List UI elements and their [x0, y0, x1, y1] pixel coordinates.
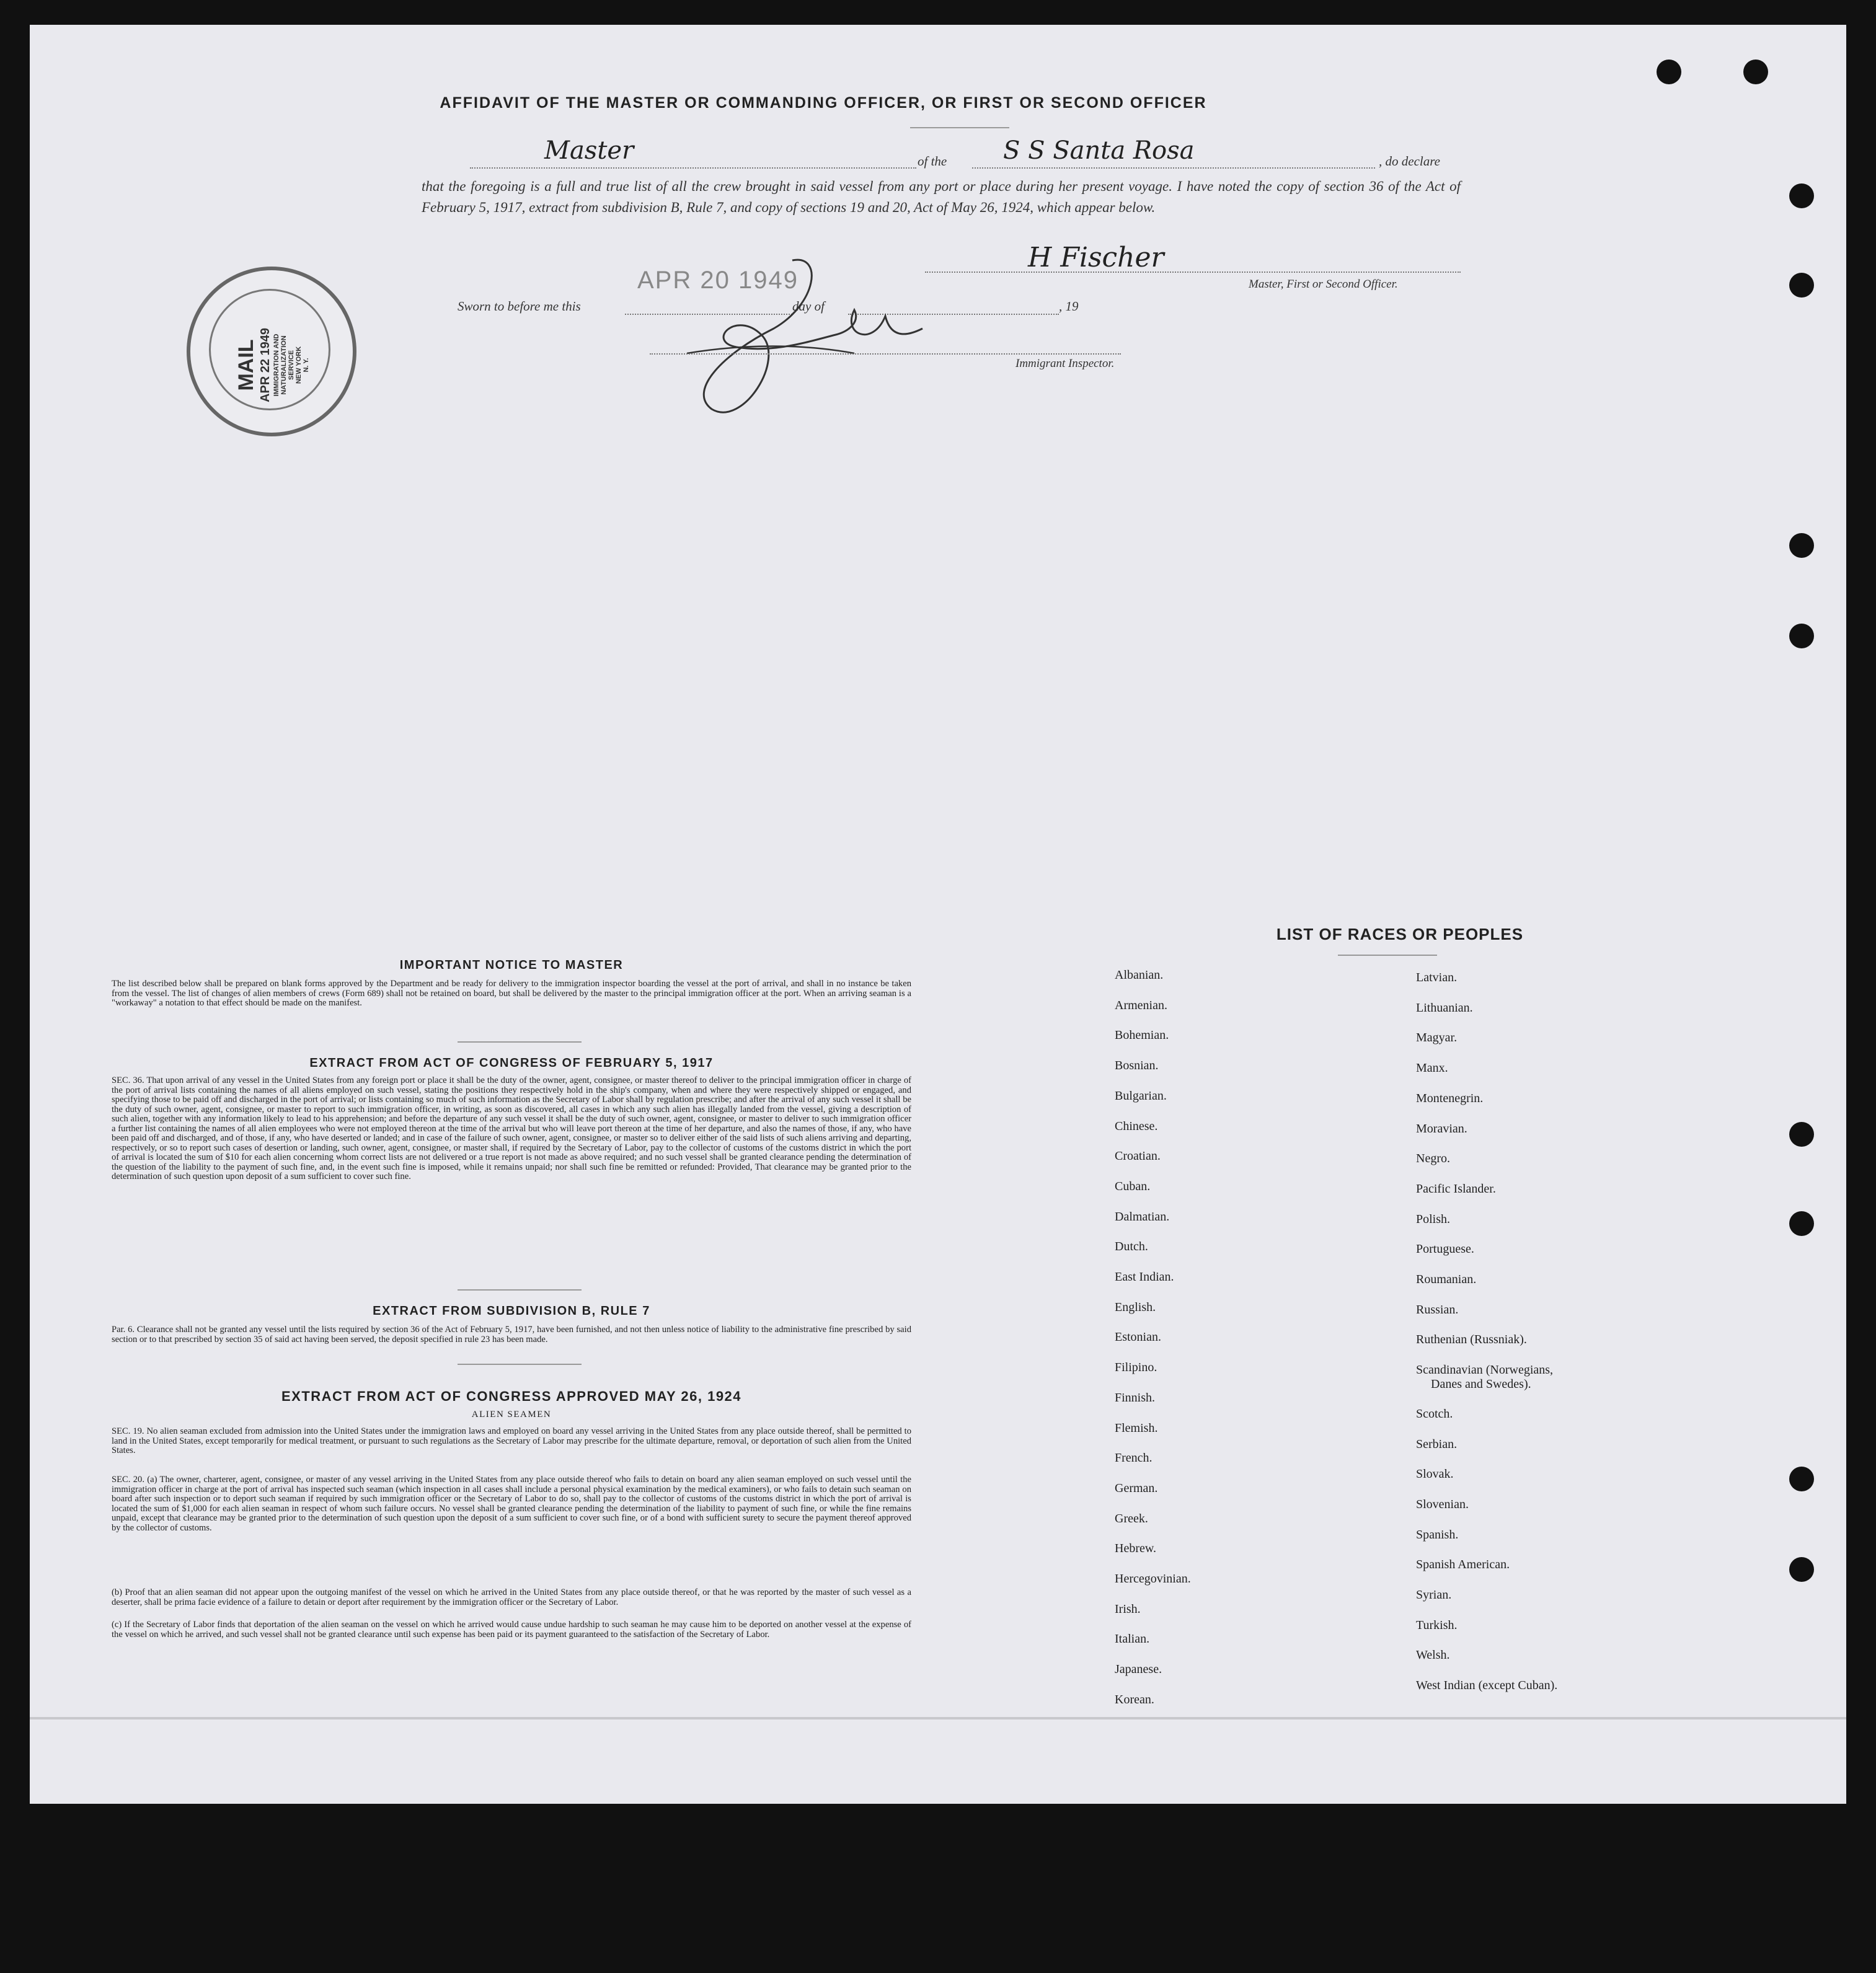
- race-item: Scotch.: [1416, 1406, 1453, 1421]
- race-item: Finnish.: [1115, 1390, 1156, 1405]
- inspector-signature: [650, 248, 935, 422]
- binder-hole: [1789, 533, 1814, 558]
- stamp-line4: NEW YORK: [295, 346, 303, 384]
- race-item: Negro.: [1416, 1152, 1450, 1166]
- race-item: Bohemian.: [1115, 1028, 1169, 1043]
- mail-received-stamp: [187, 267, 356, 436]
- race-item: Hercegovinian.: [1115, 1572, 1191, 1586]
- sworn-label: Sworn to before me this: [458, 299, 581, 314]
- inspector-caption: Immigrant Inspector.: [1015, 357, 1115, 370]
- notice-text: The list described below shall be prepared on blank forms approved by the Department and be ready for delivery to the immigration inspector boarding the vessel at the port of arrival, and shall in no instance be taken from the vessel. The list of changes of alien members of crews (Form 689) shall not be retained on board, but shall be delivered by the master to the principal immigration officer at the port. When an arriving seaman is a "workaway" a notation to that effect should be made on the manifest.: [112, 979, 911, 1008]
- binder-hole: [1789, 183, 1814, 208]
- race-item: Syrian.: [1416, 1588, 1452, 1602]
- notice-title: IMPORTANT NOTICE TO MASTER: [399, 958, 624, 972]
- race-item: Danes and Swedes).: [1431, 1377, 1531, 1391]
- stamp-date: APR 22 1949: [259, 327, 272, 403]
- binder-hole: [1789, 1467, 1814, 1491]
- race-item: Slovenian.: [1416, 1497, 1469, 1511]
- do-declare-label: , do declare: [1379, 154, 1440, 169]
- rule7-text: Par. 6. Clearance shall not be granted any vessel until the lists required by section 36 of the Act of February 5, 1917, have been furnished, and not then unless notice of liability to the administrative fine prescribed by said section or to that prescribed by section 35 of said act having been served, the deposit specified in rule 23 has been made.: [112, 1325, 911, 1344]
- binder-hole: [1657, 60, 1681, 84]
- race-item: Turkish.: [1416, 1618, 1458, 1632]
- binder-hole: [1789, 273, 1814, 298]
- race-item: Montenegrin.: [1416, 1091, 1484, 1105]
- races-divider: [1338, 955, 1437, 956]
- notice-divider: [458, 1041, 582, 1043]
- race-item: French.: [1115, 1451, 1153, 1465]
- race-item: Croatian.: [1115, 1149, 1161, 1163]
- race-item: Armenian.: [1115, 998, 1167, 1012]
- race-item: Bosnian.: [1115, 1059, 1159, 1073]
- race-item: Russian.: [1416, 1302, 1459, 1317]
- stamp-mail-label: MAIL: [234, 339, 258, 391]
- binder-hole: [1789, 1211, 1814, 1236]
- race-item: Estonian.: [1115, 1330, 1161, 1344]
- received-date-stamp: APR 20 1949: [637, 267, 799, 294]
- document-page: [30, 25, 1846, 1804]
- races-title: LIST OF RACES OR PEOPLES: [1276, 925, 1524, 943]
- race-item: Cuban.: [1115, 1179, 1151, 1193]
- stamp-line1: IMMIGRATION AND: [273, 333, 280, 397]
- sec20b-text: (b) Proof that an alien seaman did not appear upon the outgoing manifest of the vessel on which he arrived in the United States from any place outside thereof, or that he was reported by the master of such vessel as a deserter, shall be prima facie evidence of a failure to detain or deport after requirement by the immigration officer or the Secretary of Labor.: [112, 1587, 911, 1607]
- race-item: Welsh.: [1416, 1648, 1450, 1662]
- race-item: Irish.: [1115, 1602, 1141, 1616]
- race-item: Manx.: [1416, 1061, 1448, 1075]
- master-signature: H Fischer: [1028, 242, 1164, 273]
- race-item: Italian.: [1115, 1632, 1150, 1646]
- binder-hole: [1789, 1122, 1814, 1147]
- race-item: Pacific Islander.: [1416, 1181, 1496, 1196]
- race-item: Magyar.: [1416, 1031, 1458, 1045]
- vessel-handwritten: S S Santa Rosa: [1003, 136, 1195, 165]
- year-label: , 19: [1059, 299, 1079, 314]
- race-item: East Indian.: [1115, 1270, 1174, 1284]
- race-item: Polish.: [1416, 1212, 1451, 1226]
- race-item: German.: [1115, 1481, 1158, 1495]
- title-divider: [910, 127, 1009, 128]
- race-item: Lithuanian.: [1416, 1000, 1473, 1015]
- of-the-label: of the: [918, 154, 947, 169]
- race-item: Latvian.: [1416, 971, 1458, 984]
- race-item: Dalmatian.: [1115, 1209, 1170, 1224]
- stamp-line3: SERVICE: [288, 350, 295, 381]
- rule7-divider: [458, 1364, 582, 1365]
- race-item: Greek.: [1115, 1511, 1148, 1525]
- extract-1917-divider: [458, 1289, 582, 1291]
- extract-1924-title: EXTRACT FROM ACT OF CONGRESS APPROVED MAY 26, 1924: [281, 1388, 742, 1404]
- race-item: Scandinavian (Norwegians,: [1416, 1363, 1554, 1377]
- signature-line: [925, 271, 1461, 273]
- race-item: Korean.: [1115, 1692, 1154, 1706]
- vessel-blank: [972, 167, 1375, 169]
- race-item: Chinese.: [1115, 1119, 1158, 1133]
- signature-caption: Master, First or Second Officer.: [1249, 278, 1398, 291]
- race-item: Slovak.: [1416, 1467, 1454, 1481]
- affidavit-body: that the foregoing is a full and true list of all the crew brought in said vessel from any port or place during her present voyage. I have noted the copy of section 36 of the Act of February 5, 1917, extract from subdivision B, Rule 7, and copy of sections 19 and 20, Act of May 26, 1924, which appear below.: [422, 179, 1461, 215]
- extract-1917-text: SEC. 36. That upon arrival of any vessel in the United States from any foreign port or place it shall be the duty of the owner, agent, consignee, or master thereof to deliver to the principal immigration officer in charge of the port of arrival lists containing the names of all aliens employed on such vessel, stating the positions they respectively hold in the ship's company, when and where they were respectively shipped or engaged, and specifying those to be paid off and discharged in the port of arrival; or lists containing so much of such information as the Secretary of Labor shall by regulation prescribe; and after the arrival of any such vessel it shall be the duty of such owner, agent, consignee, or master to report to such immigration officer, in writing, as soon as discovered, all cases in which any such alien has illegally landed from the vessel, giving a description of such alien, together with any information likely to lead to his apprehension; and before the departure of any such vessel it shall be the duty of such owner, agent, consignee, or master to deliver to such immigration officer a further list containing the names of all alien employees who were not employed thereon at the time of the arrival but who will leave port thereon at the time of her departure, and also the names of those, if any, who have been paid off and discharged, and of those, if any, who have deserted or landed; and in case of the failure of such owner, agent, consignee, or master so to deliver either of the said lists of such aliens arriving and departing, respectively, or so to report such cases of desertion or landing, such owner, agent, consignee, or master shall, if required by the Secretary of Labor, pay to the collector of customs of the customs district in which the port of arrival is located the sum of $10 for each alien concerning whom correct lists are not delivered or a true report is not made as above required; and no such vessel shall be granted clearance pending the determination of the question of the liability to the payment of such fine, and, in the event such fine is imposed, while it remains unpaid; nor shall such fine be remitted or refunded: Provided, That clearance may be granted prior to the determination of such question upon deposit of a sum sufficient to cover such fine.: [112, 1075, 911, 1181]
- binder-hole: [1743, 60, 1768, 84]
- rank-blank: [470, 167, 916, 169]
- binder-hole: [1789, 624, 1814, 648]
- rule7-title: EXTRACT FROM SUBDIVISION B, RULE 7: [373, 1304, 650, 1318]
- race-item: Dutch.: [1115, 1240, 1148, 1254]
- sec20c-text: (c) If the Secretary of Labor finds that deportation of the alien seaman on the vessel on which he arrived would cause undue hardship to such seaman he may cause him to be deported on another vessel at the expense of the vessel on which he arrived, and such vessel shall not be granted clearance until such expense has been paid or its payment guaranteed to the satisfaction of the Secretary of Labor.: [112, 1620, 911, 1640]
- race-item: Flemish.: [1115, 1421, 1158, 1435]
- inspector-line: [650, 353, 1121, 355]
- rank-handwritten: Master: [544, 136, 634, 165]
- race-item: Moravian.: [1416, 1121, 1467, 1136]
- day-of-label: day of: [792, 299, 825, 314]
- stamp-line5: N. Y.: [303, 358, 310, 373]
- extract-1924-subtitle: ALIEN SEAMEN: [471, 1410, 552, 1419]
- race-item: English.: [1115, 1300, 1156, 1314]
- sec19-text: SEC. 19. No alien seaman excluded from admission into the United States under the immigration laws and employed on board any vessel arriving in the United States from any place outside thereof, shall be permitted to land in the United States, except temporarily for medical treatment, or pursuant to such regulations as the Secretary of Labor may prescribe for the ultimate departure, removal, or deportation of such alien from the United States.: [112, 1426, 911, 1455]
- race-item: Serbian.: [1416, 1437, 1458, 1451]
- race-item: Hebrew.: [1115, 1542, 1157, 1556]
- race-item: Albanian.: [1115, 968, 1164, 982]
- race-item: Portuguese.: [1416, 1242, 1474, 1256]
- race-item: Roumanian.: [1416, 1273, 1477, 1286]
- extract-1917-title: EXTRACT FROM ACT OF CONGRESS OF FEBRUARY 5, 1917: [309, 1056, 714, 1070]
- race-item: Ruthenian (Russniak).: [1416, 1333, 1527, 1347]
- race-item: Bulgarian.: [1115, 1088, 1167, 1103]
- bottom-edge: [30, 1717, 1846, 1719]
- race-item: West Indian (except Cuban).: [1416, 1679, 1558, 1693]
- stamp-line2: NATURALIZATION: [280, 335, 288, 395]
- race-item: Filipino.: [1115, 1361, 1157, 1375]
- stamp-text: [234, 278, 310, 452]
- race-item: Japanese.: [1115, 1662, 1162, 1677]
- affidavit-title: AFFIDAVIT OF THE MASTER OR COMMANDING OFFICER, OR FIRST OR SECOND OFFICER: [440, 94, 1207, 112]
- binder-hole: [1789, 1557, 1814, 1582]
- race-item: Spanish American.: [1416, 1558, 1510, 1572]
- sec20a-text: SEC. 20. (a) The owner, charterer, agent, consignee, or master of any vessel arriving in the United States from any place outside thereof who fails to detain on board any alien seaman employed on such vessel until the immigration officer in charge at the port of arrival has inspected such seaman (which inspection in all cases shall include a personal physical examination by the medical examiners), or who fails to detain such seaman on board after such inspection or to deport such seaman if required by such immigration officer or the Secretary of Labor to do so, shall pay to the collector of customs of the customs district in which the port of arrival is located the sum of $1,000 for each alien seaman in respect of whom such failure occurs. No vessel shall be granted clearance pending the determination of the liability to payment of such fine, or while the fine remains unpaid, except that clearance may be granted prior to the determination of such question upon the deposit of a sum sufficient to cover such fine, or of a bond with sufficient surety to secure the payment thereof approved by the collector of customs.: [112, 1475, 911, 1533]
- race-item: Spanish.: [1416, 1527, 1459, 1542]
